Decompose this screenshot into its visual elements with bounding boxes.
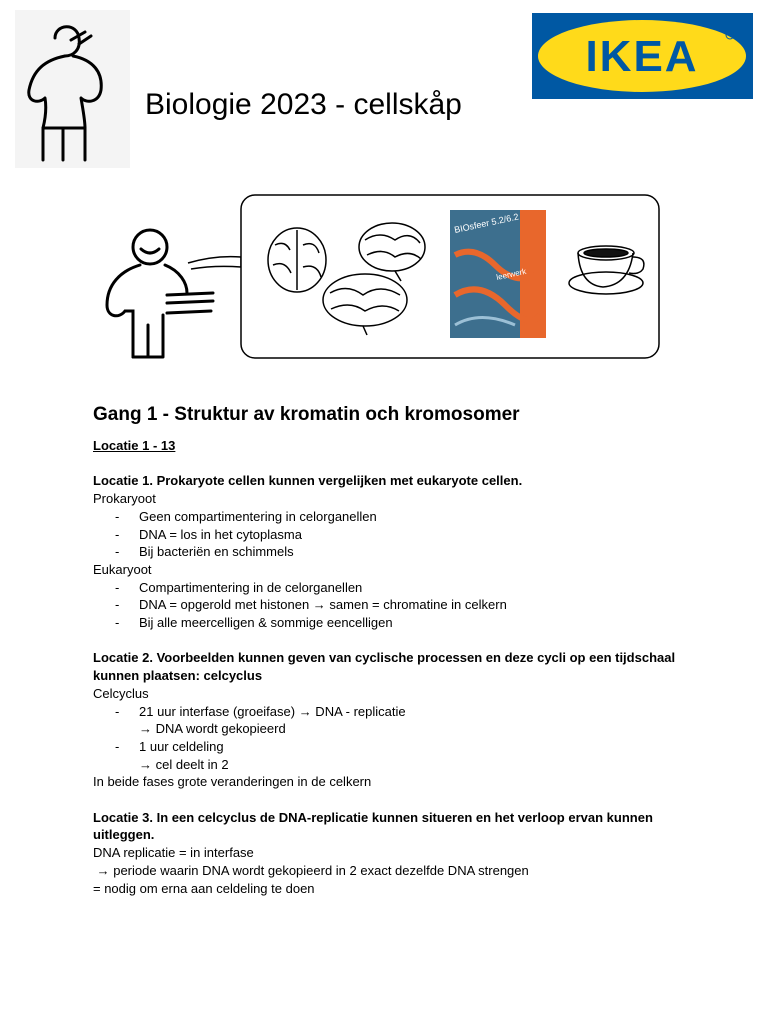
bullet-list <box>93 508 693 561</box>
section-heading: Gang 1 - Struktur av kromatin och kromosomer <box>93 404 520 425</box>
ikea-logo-text: IKEA <box>585 32 699 81</box>
book-title: BIOsfeer 5.2/6.2 <box>453 211 520 235</box>
book-subtitle: leerwerk <box>495 266 527 282</box>
group-label: Celcyclus <box>93 685 149 701</box>
list-item: - DNA = los in het cytoplasma <box>93 526 693 544</box>
question-2: Locatie 2. Voorbeelden kunnen geven van cyclische processen en deze cycli op een tijdschaal kunnen plaatsen: celcyclus <box>93 650 676 684</box>
ikea-man-icon <box>107 230 213 357</box>
thinking-man-icon <box>15 10 130 168</box>
document-body <box>93 403 693 897</box>
text-line: = nodig om erna aan celdeling te doen <box>93 880 315 896</box>
list-item: - 21 uur interfase (groeifase) → DNA - replicatie <box>93 703 693 721</box>
list-item: - Compartimentering in de celorganellen <box>93 579 693 597</box>
list-item: - DNA = opgerold met histonen → samen = chromatine in celkern <box>93 596 693 614</box>
locatie-range-link[interactable]: Locatie 1 - 13 <box>93 438 176 453</box>
ikea-man-logo <box>15 10 130 168</box>
book-cover <box>450 210 546 338</box>
group-label: Prokaryoot <box>93 491 156 507</box>
text-line: DNA replicatie = in interfase <box>93 845 254 861</box>
bullet-list <box>93 579 693 632</box>
list-item: - Geen compartimentering in celorganellen <box>93 508 693 526</box>
group-label: Eukaryoot <box>93 561 152 577</box>
section-footer: In beide fases grote veranderingen in de celkern <box>93 774 372 790</box>
text-line: → periode waarin DNA wordt gekopieerd in 2 exact dezelfde DNA strengen <box>93 862 529 878</box>
list-subitem: → cel deelt in 2 <box>139 756 229 772</box>
list-item: - Bij bacteriën en schimmels <box>93 543 693 561</box>
question-3: Locatie 3. In een celcyclus de DNA-replicatie kunnen situeren en het verloop ervan kunnen uitleggen. <box>93 809 653 843</box>
ikea-logo <box>532 13 753 99</box>
question-1: Locatie 1. Prokaryote cellen kunnen vergelijken met eukaryote cellen. <box>93 473 523 489</box>
bullet-list <box>93 703 693 774</box>
list-subitem: → DNA wordt gekopieerd <box>139 721 286 737</box>
list-item: - 1 uur celdeling <box>93 738 693 756</box>
speech-bubble-tail <box>188 257 241 269</box>
page-title: Biologie 2023 - cellskåp <box>145 88 462 121</box>
list-item: - Bij alle meercelligen & sommige eencelligen <box>93 614 693 632</box>
illustration-panel <box>95 185 675 365</box>
